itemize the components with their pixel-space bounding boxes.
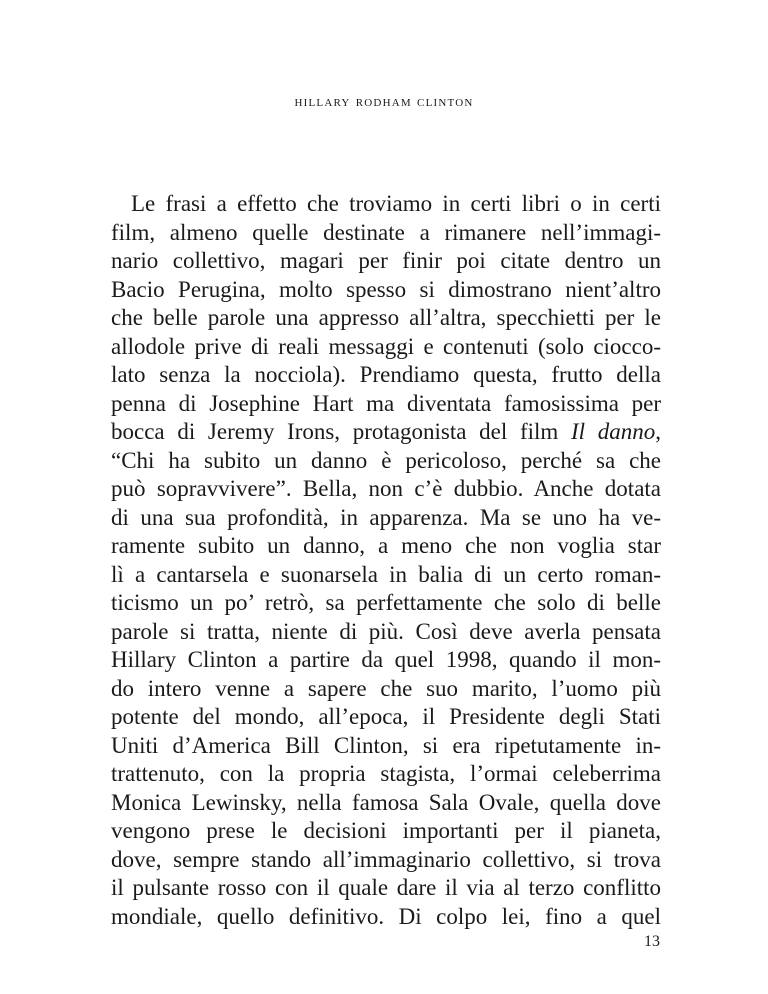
text-line: penna di Josephine Hart ma diventata famosissima per xyxy=(111,390,661,416)
text-line: che belle parole una appresso all’altra, specchietti per le xyxy=(111,305,661,330)
text-line: Bacio Perugina, molto spesso si dimostrano nient’altro xyxy=(111,276,661,302)
text-line: Le frasi a effetto che troviamo in certi libri o in certi xyxy=(131,191,661,216)
text-line: Uniti d’America Bill Clinton, si era ripetutamente in- xyxy=(111,732,661,758)
text-line-start: bocca di Jeremy Irons, protagonista del film xyxy=(111,419,571,444)
film-title: Il danno xyxy=(571,419,656,444)
text-line: Hillary Clinton a partire da quel 1998, quando il mon- xyxy=(111,647,661,672)
text-line: potente del mondo, all’epoca, il Presidente degli Stati xyxy=(111,704,661,729)
page-number: 13 xyxy=(644,933,660,950)
text-line: allodole prive di reali messaggi e contenuti (solo ciocco- xyxy=(111,333,661,359)
text-line: lato senza la nocciola). Prendiamo questa, frutto della xyxy=(111,362,661,387)
text-line: Monica Lewinsky, nella famosa Sala Ovale, quella dove xyxy=(111,789,661,815)
text-line: lì a cantarsela e suonarsela in balia di un certo roman- xyxy=(111,561,661,587)
text-line: nario collettivo, magari per finir poi citate dentro un xyxy=(111,248,661,273)
text-line: ramente subito un danno, a meno che non voglia star xyxy=(111,533,661,558)
text-line: mondiale, quello definitivo. Di colpo lei, fino a quel xyxy=(111,903,661,929)
text-line: dove, sempre stando all’immaginario collettivo, si trova xyxy=(111,846,661,872)
body-paragraph xyxy=(111,190,661,931)
text-line: vengono prese le decisioni importanti per il pianeta, xyxy=(111,818,661,843)
text-line: può sopravvivere”. Bella, non c’è dubbio. Anche dotata xyxy=(111,476,661,501)
text-line: film, almeno quelle destinate a rimanere nell’immagi- xyxy=(111,219,661,245)
text-line: il pulsante rosso con il quale dare il via al terzo conflitto xyxy=(111,875,661,900)
text-line: parole si tratta, niente di più. Così deve averla pensata xyxy=(111,618,661,644)
text-line: do intero venne a sapere che suo marito, l’uomo più xyxy=(111,675,661,701)
text-line-end: , xyxy=(655,419,662,444)
text-line: trattenuto, con la propria stagista, l’ormai celeberrima xyxy=(111,761,661,786)
text-line-with-title xyxy=(111,418,661,447)
running-head: hillary rodham clinton xyxy=(294,93,474,110)
text-line: ticismo un po’ retrò, sa perfettamente che solo di belle xyxy=(111,590,661,615)
text-line: “Chi ha subito un danno è pericoloso, perché sa che xyxy=(111,447,661,473)
text-line: di una sua profondità, in apparenza. Ma se uno ha ve- xyxy=(111,504,661,530)
